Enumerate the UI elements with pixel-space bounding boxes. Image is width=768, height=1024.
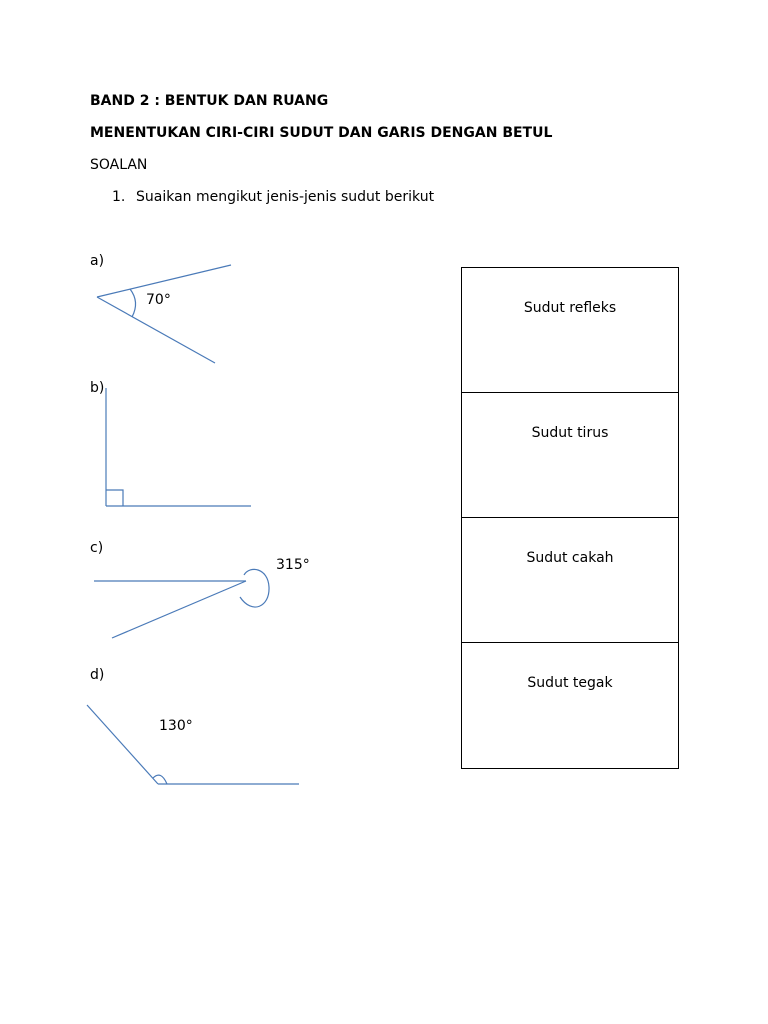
angle-d-arc: [153, 775, 167, 784]
angle-c-measure: 315°: [276, 557, 310, 573]
band-title: BAND 2 : BENTUK DAN RUANG: [90, 93, 329, 109]
angle-a-ray-upper: [97, 265, 231, 297]
choice-cell-tegak[interactable]: [462, 643, 678, 768]
item-b-label: b): [90, 380, 105, 396]
right-angle-marker: [106, 490, 123, 506]
item-a-label: a): [90, 253, 105, 269]
choice-label: Sudut tirus: [531, 425, 609, 441]
choice-label: Sudut cakah: [526, 550, 614, 566]
section-label: SOALAN: [90, 157, 148, 173]
angle-c-reflex-arc: [240, 569, 269, 607]
choice-cell-tirus[interactable]: [462, 393, 678, 518]
angle-c-ray-lower: [112, 581, 246, 638]
item-c-label: c): [90, 540, 104, 556]
answer-choices-table: [461, 267, 679, 769]
angle-c-figure: [94, 569, 269, 638]
choice-label: Sudut tegak: [527, 675, 613, 691]
angle-d-figure: [87, 705, 299, 784]
choice-label: Sudut refleks: [523, 300, 617, 316]
objective-title: MENENTUKAN CIRI-CIRI SUDUT DAN GARIS DENGAN BETUL: [90, 125, 553, 141]
angle-a-ray-lower: [97, 297, 215, 363]
choice-cell-refleks[interactable]: [462, 268, 678, 393]
angle-d-measure: 130°: [159, 718, 193, 734]
angle-b-figure: [106, 388, 251, 506]
question-number: 1.: [112, 189, 126, 205]
question-text: Suaikan mengikut jenis-jenis sudut berikut: [136, 189, 435, 205]
choice-cell-cakah[interactable]: [462, 518, 678, 643]
angle-a-arc: [130, 289, 136, 317]
angle-a-measure: 70°: [146, 292, 171, 308]
angle-a-figure: [97, 265, 231, 363]
item-d-label: d): [90, 667, 105, 683]
angle-d-ray-slanted: [87, 705, 158, 784]
